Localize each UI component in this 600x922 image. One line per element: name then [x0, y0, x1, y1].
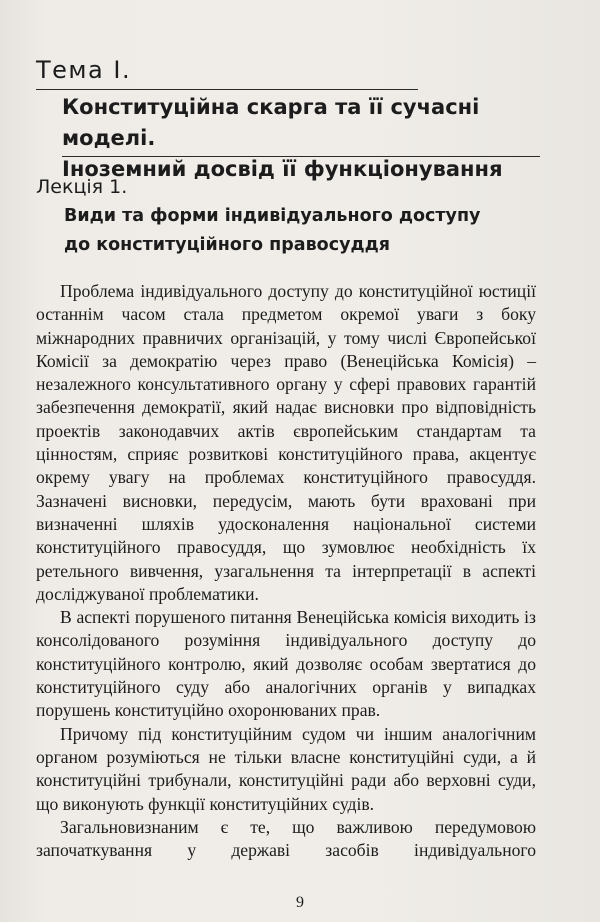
lecture-title-line-2: до конституційного правосуддя	[64, 235, 390, 255]
topic-title-underline	[62, 156, 540, 157]
body-text	[36, 280, 536, 862]
topic-title-line-1: Конституційна скарга та її сучасні моделі.	[62, 95, 480, 150]
paragraph-4: Загальновизнаним є те, що важливою передумовою започаткування у державі засобів індивідуального	[36, 816, 536, 861]
lecture-label: Лекція 1.	[36, 176, 128, 198]
paragraph-2: В аспекті порушеного питання Венеційська комісія виходить із консолідованого розуміння індивідуального доступу до конституційного контролю, який дозволяє особам звертатися до конституційного суду або аналогічних органів у випадках порушень конституційно охоронюваних прав.	[36, 607, 536, 721]
lecture-title-line-1: Види та форми індивідуального доступу	[64, 206, 481, 226]
topic-label: Тема І.	[36, 56, 132, 84]
lecture-title	[64, 202, 564, 260]
topic-label-underline	[36, 89, 418, 90]
paragraph-3: Причому під конституційним судом чи іншим аналогічним органом розуміються не тільки власне конституційні суди, а й конституційні трибунали, конституційні ради або верховні суди, що виконують функції конституційних судів.	[36, 723, 536, 814]
page-number: 9	[296, 894, 304, 911]
paragraph-1: Проблема індивідуального доступу до конституційної юстиції останнім часом стала предметом окремої уваги з боку міжнародних правничих організацій, у тому числі Європейської Комісії за демократію через право (Венеційська Комісія) – незалежного консультативного органу у сфері правових гарантій забезпечення демократії, який надає висновки про відповідність проектів законодавчих актів європейським стандартам та цінностям, сприяє розвиткові конституційного права, акцентує окрему увагу на проблемах конституційного правосуддя. Зазначені висновки, передусім, мають бути враховані при визначенні шляхів удосконалення національної системи конституційного правосуддя, що зумовлює необхідність їх ретельного вивчення, узагальнення та інтерпретації в аспекті досліджуваної проблематики.	[36, 281, 536, 604]
topic-title	[62, 92, 572, 185]
topic-title-line-2: Іноземний досвід її функціонування	[62, 157, 503, 181]
